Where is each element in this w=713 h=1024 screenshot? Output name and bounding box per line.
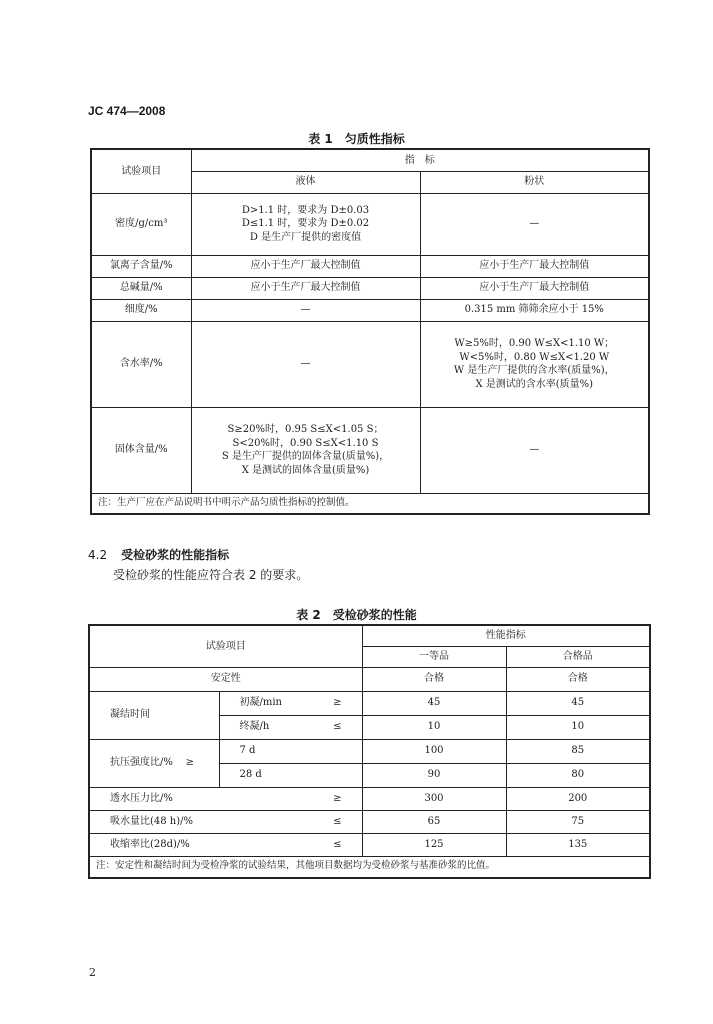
t2-shrinkage-first: 125 [362,833,506,856]
table1-caption: 表 1 匀质性指标 [308,132,405,146]
t1-row-alkali-liquid: 应小于生产厂最大控制值 [191,277,420,299]
t1-row-solid-powder: — [420,407,649,493]
t1-row-alkali-powder: 应小于生产厂最大控制值 [420,277,649,299]
t2-head-first: 一等品 [362,646,506,667]
t1-row-density-powder: — [420,193,649,255]
t2-compressive-7d: 7 d [219,739,362,763]
t2-setting-initial: 初凝/min ≥ [219,691,362,715]
t2-absorption-qualified: 75 [506,810,650,833]
t1-head-liquid: 液体 [191,171,420,193]
t2-soundness-first: 合格 [362,667,506,691]
t2-compressive-28d-qualified: 80 [506,763,650,787]
t1-row-solid-liquid: S≥20%时，0.95 S≤X<1.05 S； S<20%时，0.90 S≤X<1.10 S S 是生产厂提供的固体含量(质量%)， X 是测试的固体含量(质量%) [191,407,420,493]
t1-row-fineness-liquid: — [191,299,420,321]
t2-setting-label: 凝结时间 [89,691,219,739]
mortar-performance-table [88,624,651,879]
t1-row-chloride-liquid: 应小于生产厂最大控制值 [191,255,420,277]
t1-row-moisture-liquid: — [191,321,420,407]
table2-caption: 表 2 受检砂浆的性能 [296,608,417,622]
t1-note: 注：生产厂应在产品说明书中明示产品匀质性指标的控制值。 [91,493,649,514]
t2-soundness-qualified: 合格 [506,667,650,691]
t1-row-moisture-item: 含水率/% [91,321,191,407]
t2-head-perf: 性能指标 [362,625,650,646]
section-heading [88,546,229,563]
t2-shrinkage: 收缩率比(28d)/% ≤ [89,833,362,856]
page-number: 2 [89,966,96,979]
t2-compressive-7d-first: 100 [362,739,506,763]
t2-absorption: 吸水量比(48 h)/% ≤ [89,810,362,833]
t2-permeability: 透水压力比/% ≥ [89,787,362,810]
t2-setting-initial-qualified: 45 [506,691,650,715]
t1-head-powder: 粉状 [420,171,649,193]
t2-compressive-28d: 28 d [219,763,362,787]
homogeneity-table [90,148,650,515]
t2-soundness-label: 安定性 [89,667,362,691]
t1-row-chloride-powder: 应小于生产厂最大控制值 [420,255,649,277]
t2-permeability-first: 300 [362,787,506,810]
section-paragraph: 受检砂浆的性能应符合表 2 的要求。 [113,568,309,582]
t2-head-item: 试验项目 [89,625,362,667]
t1-row-chloride-item: 氯离子含量/% [91,255,191,277]
t1-row-density-item: 密度/g/cm³ [91,193,191,255]
standard-code: JC 474—2008 [88,104,166,118]
t2-setting-final-qualified: 10 [506,715,650,739]
t1-head-indicator: 指 标 [191,149,649,171]
t2-compressive-7d-qualified: 85 [506,739,650,763]
section-number: 4.2 [88,548,108,562]
t1-row-fineness-powder: 0.315 mm 筛筛余应小于 15% [420,299,649,321]
t1-row-moisture-powder: W≥5%时，0.90 W≤X<1.10 W； W<5%时，0.80 W≤X<1.20 W W 是生产厂提供的含水率(质量%)， X 是测试的含水率(质量%) [420,321,649,407]
t1-row-solid-item: 固体含量/% [91,407,191,493]
t2-permeability-qualified: 200 [506,787,650,810]
t1-row-fineness-item: 细度/% [91,299,191,321]
section-title: 受检砂浆的性能指标 [121,548,230,562]
t2-absorption-first: 65 [362,810,506,833]
t2-setting-final-first: 10 [362,715,506,739]
t2-setting-final: 终凝/h ≤ [219,715,362,739]
t2-note: 注：安定性和凝结时间为受检净浆的试验结果，其他项目数据均为受检砂浆与基准砂浆的比值。 [89,856,650,878]
t2-compressive-28d-first: 90 [362,763,506,787]
t2-shrinkage-qualified: 135 [506,833,650,856]
t2-setting-initial-first: 45 [362,691,506,715]
t1-row-density-liquid: D>1.1 时，要求为 D±0.03 D≤1.1 时，要求为 D±0.02 D 是生产厂提供的密度值 [191,193,420,255]
t2-compressive-label: 抗压强度比/% ≥ [89,739,219,787]
t2-head-qualified: 合格品 [506,646,650,667]
t1-row-alkali-item: 总碱量/% [91,277,191,299]
t1-head-item: 试验项目 [91,149,191,193]
